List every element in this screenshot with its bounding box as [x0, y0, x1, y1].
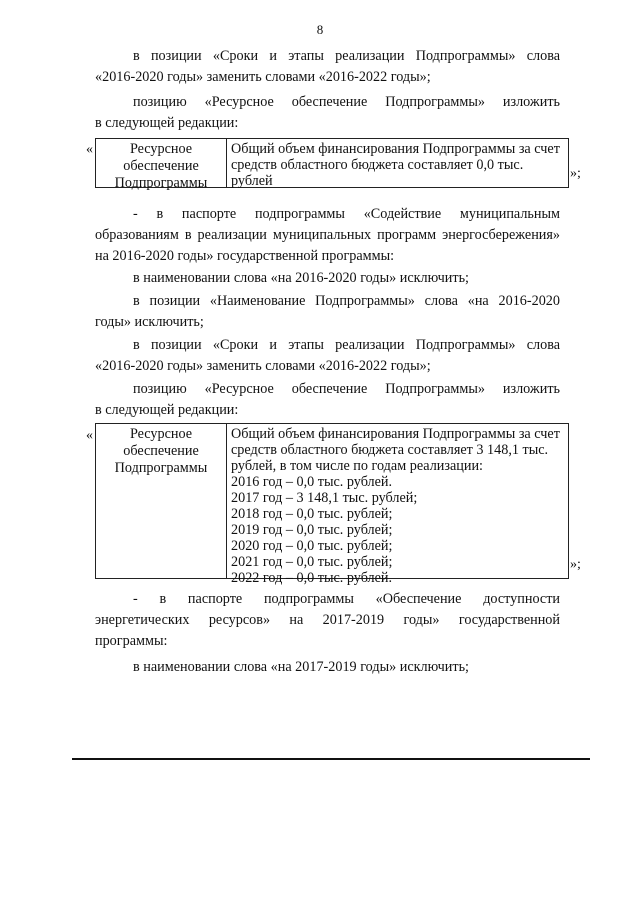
value-line: средств областного бюджета составляет 0,0 тыс. [231, 157, 524, 173]
year-line: 2019 год – 0,0 тыс. рублей; [231, 522, 393, 538]
paragraph-line: «2016-2020 годы» заменить словами «2016-2022 годы»; [95, 69, 431, 85]
bottom-rule [72, 758, 590, 760]
paragraph-line: в следующей редакции: [95, 402, 239, 418]
paragraph-line: годы» исключить; [95, 314, 204, 330]
paragraph-line: позицию «Ресурсное обеспечение Подпрограммы» изложить [133, 381, 560, 397]
value-line: рублей [231, 173, 273, 189]
resource-label-cell [96, 139, 227, 191]
year-line: 2022 год – 0,0 тыс. рублей. [231, 570, 393, 586]
open-quote: « [86, 142, 93, 157]
resource-value-cell [227, 139, 568, 187]
paragraph-line: в позиции «Сроки и этапы реализации Подпрограммы» слова [133, 48, 560, 64]
value-line: Общий объем финансирования Подпрограммы за счет [231, 426, 560, 442]
label-line: Ресурсное [129, 141, 193, 157]
paragraph-line: энергетических ресурсов» на 2017-2019 годы» государственной [95, 612, 560, 628]
close-quote: »; [570, 166, 581, 181]
resource-label-cell [96, 424, 227, 578]
paragraph-line: образованиям в реализации муниципальных программ энергосбережения» [95, 227, 560, 243]
paragraph-line: в наименовании слова «на 2016-2020 годы» исключить; [133, 270, 470, 286]
label-line: Ресурсное [129, 426, 193, 442]
year-line: 2020 год – 0,0 тыс. рублей; [231, 538, 393, 554]
paragraph-line: - в паспорте подпрограммы «Содействие муниципальным [133, 206, 560, 222]
value-line: средств областного бюджета составляет 3 148,1 тыс. [231, 442, 549, 458]
resource-table [95, 138, 569, 191]
paragraph-line: на 2016-2020 годы» государственной программы: [95, 248, 395, 264]
label-line: обеспечение [123, 443, 199, 459]
paragraph-line: в позиции «Наименование Подпрограммы» слова «на 2016-2020 [133, 293, 560, 309]
year-line: 2018 год – 0,0 тыс. рублей; [231, 506, 393, 522]
value-line: рублей, в том числе по годам реализации: [231, 458, 483, 474]
year-line: 2021 год – 0,0 тыс. рублей; [231, 554, 393, 570]
resource-table [95, 423, 569, 586]
label-line: Подпрограммы [114, 460, 208, 476]
open-quote: « [86, 428, 93, 443]
paragraph-line: в позиции «Сроки и этапы реализации Подпрограммы» слова [133, 337, 560, 353]
label-line: Подпрограммы [114, 175, 208, 191]
year-line: 2017 год – 3 148,1 тыс. рублей; [231, 490, 418, 506]
paragraph-line: позицию «Ресурсное обеспечение Подпрограммы» изложить [133, 94, 560, 110]
page-number: 8 [316, 22, 324, 37]
value-line: Общий объем финансирования Подпрограммы за счет [231, 141, 560, 157]
close-quote: »; [570, 557, 581, 572]
resource-value-cell [227, 424, 568, 586]
label-line: обеспечение [123, 158, 199, 174]
paragraph-line: «2016-2020 годы» заменить словами «2016-2022 годы»; [95, 358, 431, 374]
year-line: 2016 год – 0,0 тыс. рублей. [231, 474, 393, 490]
paragraph-line: в следующей редакции: [95, 115, 239, 131]
paragraph-line: - в паспорте подпрограммы «Обеспечение доступности [133, 591, 560, 607]
paragraph-line: программы: [95, 633, 168, 649]
paragraph-line: в наименовании слова «на 2017-2019 годы» исключить; [133, 659, 470, 675]
